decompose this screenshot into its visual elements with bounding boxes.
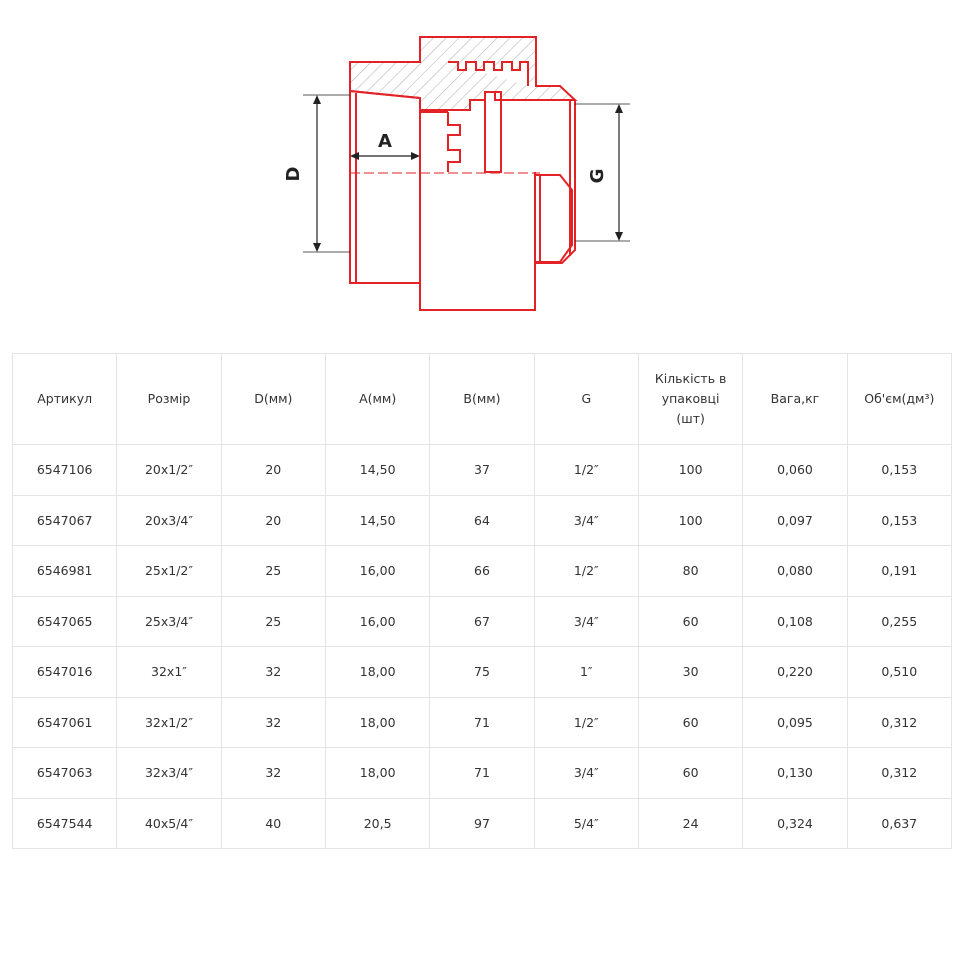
table-row — [13, 596, 952, 647]
cell-size: 40x5/4″ — [117, 798, 221, 849]
cell-volume: 0,153 — [847, 495, 951, 546]
cell-article: 6547061 — [13, 697, 117, 748]
cell-size: 20x3/4″ — [117, 495, 221, 546]
cell-a-mm: 14,50 — [325, 495, 429, 546]
cell-size: 32x1″ — [117, 647, 221, 698]
cell-volume: 0,191 — [847, 546, 951, 597]
table-row — [13, 445, 952, 496]
header-volume: Об'єм(дм³) — [847, 354, 951, 445]
cell-a-mm: 16,00 — [325, 546, 429, 597]
cell-volume: 0,255 — [847, 596, 951, 647]
cell-article: 6547065 — [13, 596, 117, 647]
cell-g: 5/4″ — [534, 798, 638, 849]
cell-weight: 0,108 — [743, 596, 847, 647]
table-body — [13, 445, 952, 849]
cell-b-mm: 64 — [430, 495, 534, 546]
cell-quantity: 80 — [638, 546, 742, 597]
header-quantity-line: (шт) — [676, 411, 705, 426]
cell-d-mm: 32 — [221, 697, 325, 748]
cell-volume: 0,312 — [847, 697, 951, 748]
cell-volume: 0,637 — [847, 798, 951, 849]
cell-b-mm: 37 — [430, 445, 534, 496]
table-row — [13, 495, 952, 546]
cell-article: 6547067 — [13, 495, 117, 546]
cell-size: 25x1/2″ — [117, 546, 221, 597]
cell-g: 1/2″ — [534, 697, 638, 748]
cell-weight: 0,220 — [743, 647, 847, 698]
cell-b-mm: 67 — [430, 596, 534, 647]
cell-volume: 0,153 — [847, 445, 951, 496]
cell-volume: 0,510 — [847, 647, 951, 698]
fitting-cross-section-drawing — [280, 28, 640, 323]
cell-quantity: 100 — [638, 445, 742, 496]
cell-weight: 0,130 — [743, 748, 847, 799]
cell-b-mm: 71 — [430, 697, 534, 748]
cell-b-mm: 97 — [430, 798, 534, 849]
cell-size: 20x1/2″ — [117, 445, 221, 496]
cell-a-mm: 16,00 — [325, 596, 429, 647]
cell-b-mm: 71 — [430, 748, 534, 799]
header-size: Розмір — [117, 354, 221, 445]
header-quantity-line: упаковці — [661, 391, 720, 406]
cell-weight: 0,324 — [743, 798, 847, 849]
cell-quantity: 30 — [638, 647, 742, 698]
header-g: G — [534, 354, 638, 445]
specification-table — [12, 353, 952, 849]
cell-article: 6547063 — [13, 748, 117, 799]
cell-weight: 0,095 — [743, 697, 847, 748]
cell-weight: 0,080 — [743, 546, 847, 597]
cell-b-mm: 75 — [430, 647, 534, 698]
cell-article: 6547106 — [13, 445, 117, 496]
cell-a-mm: 18,00 — [325, 748, 429, 799]
cell-g: 3/4″ — [534, 748, 638, 799]
cell-d-mm: 25 — [221, 596, 325, 647]
cell-d-mm: 25 — [221, 546, 325, 597]
table-row — [13, 748, 952, 799]
cell-article: 6546981 — [13, 546, 117, 597]
cell-article: 6547544 — [13, 798, 117, 849]
cell-quantity: 100 — [638, 495, 742, 546]
cell-weight: 0,060 — [743, 445, 847, 496]
cell-size: 25x3/4″ — [117, 596, 221, 647]
g-dimension-label: G — [587, 168, 608, 184]
cell-g: 1/2″ — [534, 546, 638, 597]
header-quantity-per-pack — [638, 354, 742, 445]
d-dimension-label: D — [283, 166, 304, 182]
cell-weight: 0,097 — [743, 495, 847, 546]
header-b-mm: B(мм) — [430, 354, 534, 445]
cell-d-mm: 20 — [221, 495, 325, 546]
cell-quantity: 60 — [638, 748, 742, 799]
cell-quantity: 60 — [638, 697, 742, 748]
cell-b-mm: 66 — [430, 546, 534, 597]
cell-g: 3/4″ — [534, 495, 638, 546]
cell-g: 3/4″ — [534, 596, 638, 647]
header-d-mm: D(мм) — [221, 354, 325, 445]
cell-article: 6547016 — [13, 647, 117, 698]
table-row — [13, 546, 952, 597]
cell-size: 32x3/4″ — [117, 748, 221, 799]
a-dimension-label: A — [378, 131, 392, 152]
cell-a-mm: 18,00 — [325, 647, 429, 698]
cell-size: 32x1/2″ — [117, 697, 221, 748]
cell-g: 1/2″ — [534, 445, 638, 496]
table-row — [13, 647, 952, 698]
table-row — [13, 697, 952, 748]
cell-d-mm: 40 — [221, 798, 325, 849]
header-article: Артикул — [13, 354, 117, 445]
header-quantity-line: Кількість в — [654, 371, 727, 386]
cell-d-mm: 32 — [221, 647, 325, 698]
cell-volume: 0,312 — [847, 748, 951, 799]
cell-a-mm: 18,00 — [325, 697, 429, 748]
header-weight: Вага,кг — [743, 354, 847, 445]
table-row — [13, 798, 952, 849]
a-dimension — [350, 152, 420, 160]
d-dimension — [303, 95, 350, 252]
cell-g: 1″ — [534, 647, 638, 698]
table-header-row — [13, 354, 952, 445]
cell-quantity: 24 — [638, 798, 742, 849]
cell-d-mm: 32 — [221, 748, 325, 799]
cell-a-mm: 20,5 — [325, 798, 429, 849]
cell-d-mm: 20 — [221, 445, 325, 496]
cell-quantity: 60 — [638, 596, 742, 647]
cell-a-mm: 14,50 — [325, 445, 429, 496]
header-a-mm: A(мм) — [325, 354, 429, 445]
